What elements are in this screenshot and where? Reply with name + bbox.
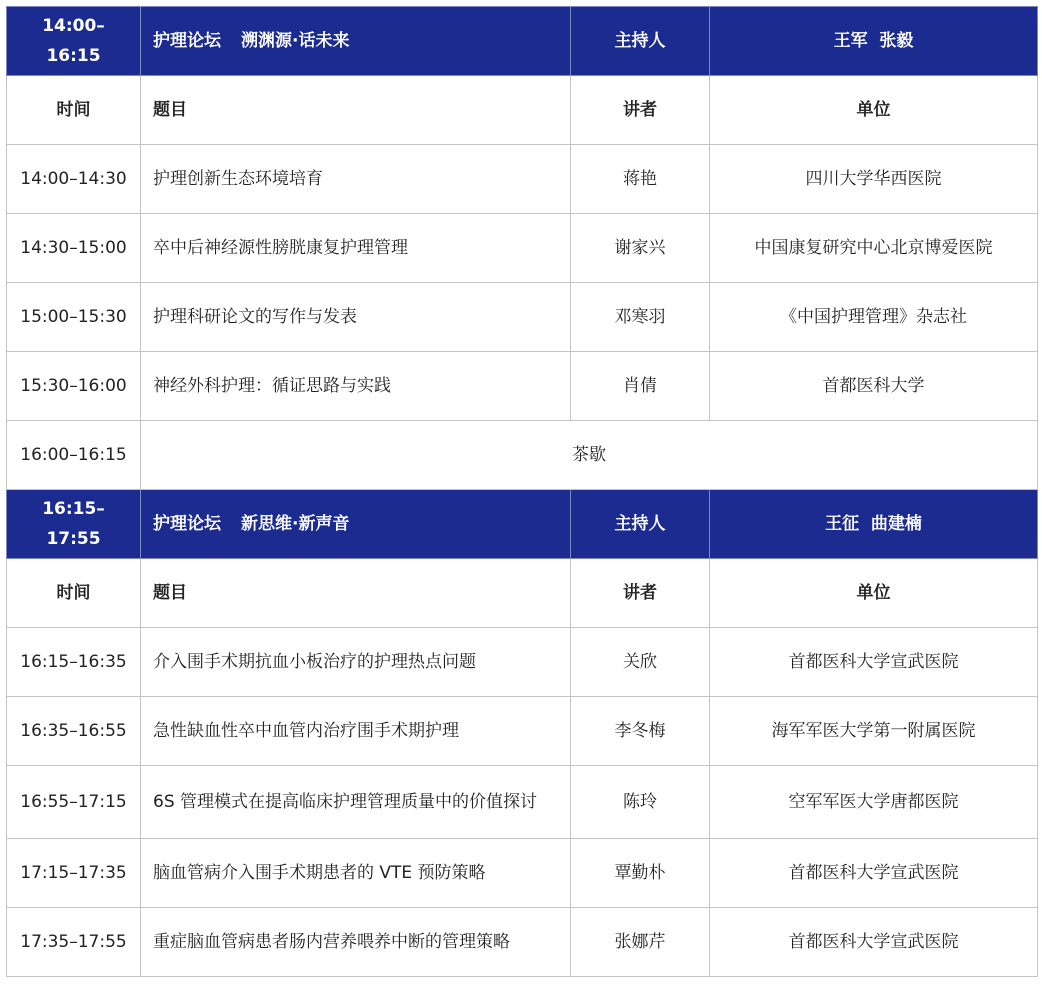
table-row xyxy=(7,352,1038,421)
row-unit: 四川大学华西医院 xyxy=(710,145,1038,214)
session-title xyxy=(141,490,571,559)
host-names: 王征 曲建楠 xyxy=(710,490,1038,559)
row-time: 16:55–17:15 xyxy=(7,766,141,839)
row-topic: 脑血管病介入围手术期患者的 VTE 预防策略 xyxy=(141,839,571,908)
column-header-row xyxy=(7,559,1038,628)
row-time: 14:30–15:00 xyxy=(7,214,141,283)
column-header-time: 时间 xyxy=(7,559,141,628)
table-row xyxy=(7,697,1038,766)
session-header xyxy=(7,490,1038,559)
row-speaker: 关欣 xyxy=(571,628,710,697)
session-subtitle: 新思维·新声音 xyxy=(241,514,350,534)
row-unit: 首都医科大学宣武医院 xyxy=(710,839,1038,908)
row-topic: 神经外科护理：循证思路与实践 xyxy=(141,352,571,421)
column-header-speaker: 讲者 xyxy=(571,76,710,145)
row-unit: 《中国护理管理》杂志社 xyxy=(710,283,1038,352)
row-topic: 6S 管理模式在提高临床护理管理质量中的价值探讨 xyxy=(141,766,571,839)
row-time: 15:00–15:30 xyxy=(7,283,141,352)
row-time: 16:15–16:35 xyxy=(7,628,141,697)
table-row xyxy=(7,145,1038,214)
row-unit: 空军军医大学唐都医院 xyxy=(710,766,1038,839)
row-speaker: 蒋艳 xyxy=(571,145,710,214)
column-header-row xyxy=(7,76,1038,145)
row-time: 15:30–16:00 xyxy=(7,352,141,421)
row-topic: 护理创新生态环境培育 xyxy=(141,145,571,214)
session-subtitle: 溯渊源·话未来 xyxy=(241,31,350,51)
row-speaker: 张娜芹 xyxy=(571,908,710,977)
row-unit: 首都医科大学宣武医院 xyxy=(710,628,1038,697)
forum-name: 护理论坛 xyxy=(153,31,221,51)
row-topic: 介入围手术期抗血小板治疗的护理热点问题 xyxy=(141,628,571,697)
session-header xyxy=(7,7,1038,76)
table-row xyxy=(7,283,1038,352)
break-row xyxy=(7,421,1038,490)
session-title xyxy=(141,7,571,76)
column-header-unit: 单位 xyxy=(710,76,1038,145)
table-row xyxy=(7,628,1038,697)
row-unit: 首都医科大学 xyxy=(710,352,1038,421)
row-speaker: 邓寒羽 xyxy=(571,283,710,352)
row-topic: 急性缺血性卒中血管内治疗围手术期护理 xyxy=(141,697,571,766)
forum-name: 护理论坛 xyxy=(153,514,221,534)
session-time: 16:15–17:55 xyxy=(7,490,141,559)
row-time: 14:00–14:30 xyxy=(7,145,141,214)
column-header-unit: 单位 xyxy=(710,559,1038,628)
break-time: 16:00–16:15 xyxy=(7,421,141,490)
column-header-speaker: 讲者 xyxy=(571,559,710,628)
row-unit: 海军军医大学第一附属医院 xyxy=(710,697,1038,766)
break-label: 茶歇 xyxy=(141,421,1038,490)
session-time: 14:00–16:15 xyxy=(7,7,141,76)
row-speaker: 陈玲 xyxy=(571,766,710,839)
host-label: 主持人 xyxy=(571,7,710,76)
column-header-time: 时间 xyxy=(7,76,141,145)
table-row xyxy=(7,214,1038,283)
schedule-table xyxy=(6,6,1038,977)
row-topic: 护理科研论文的写作与发表 xyxy=(141,283,571,352)
host-names: 王军 张毅 xyxy=(710,7,1038,76)
row-time: 17:35–17:55 xyxy=(7,908,141,977)
row-speaker: 李冬梅 xyxy=(571,697,710,766)
host-label: 主持人 xyxy=(571,490,710,559)
row-topic: 重症脑血管病患者肠内营养喂养中断的管理策略 xyxy=(141,908,571,977)
column-header-topic: 题目 xyxy=(141,559,571,628)
row-time: 17:15–17:35 xyxy=(7,839,141,908)
row-topic: 卒中后神经源性膀胱康复护理管理 xyxy=(141,214,571,283)
row-speaker: 肖倩 xyxy=(571,352,710,421)
row-unit: 中国康复研究中心北京博爱医院 xyxy=(710,214,1038,283)
table-row xyxy=(7,766,1038,839)
row-speaker: 覃勤朴 xyxy=(571,839,710,908)
table-row xyxy=(7,908,1038,977)
row-unit: 首都医科大学宣武医院 xyxy=(710,908,1038,977)
table-row xyxy=(7,839,1038,908)
row-speaker: 谢家兴 xyxy=(571,214,710,283)
row-time: 16:35–16:55 xyxy=(7,697,141,766)
column-header-topic: 题目 xyxy=(141,76,571,145)
